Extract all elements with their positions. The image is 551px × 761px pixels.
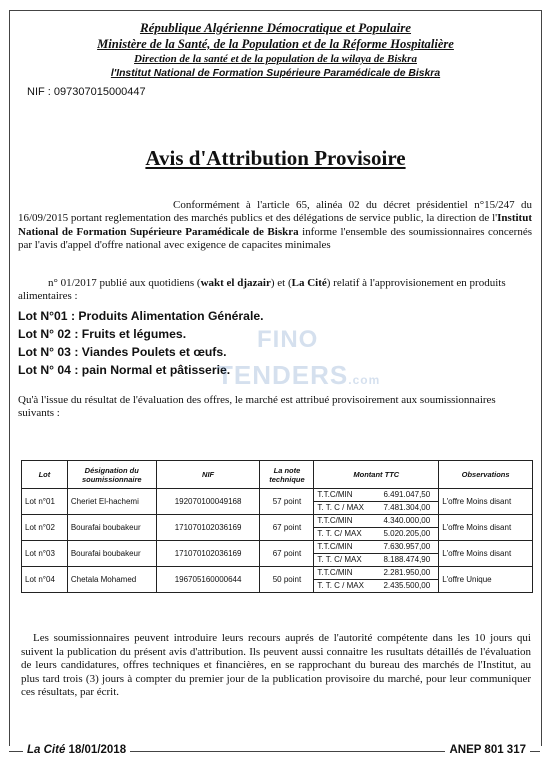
max-label: T. T. C/ MAX	[317, 555, 362, 564]
header-ministry: Ministère de la Santé, de la Population et de la Réforme Hospitalière	[97, 37, 454, 51]
cell-observation: L'offre Moins disant	[439, 515, 533, 541]
cell-note: 57 point	[260, 489, 314, 515]
min-label: T.T.C/MIN	[317, 490, 353, 499]
publication-text-c: ) relatif à l'approvisionement en produits alimentaires :	[18, 277, 506, 303]
table-row	[22, 515, 533, 541]
header-direction: Direction de la santé et de la population de la wilaya de Biskra	[134, 53, 417, 65]
max-label: T. T. C/ MAX	[317, 529, 362, 538]
max-value: 2.435.500,00	[383, 581, 431, 590]
cell-montant	[314, 541, 439, 567]
col-header-lot: Lot	[22, 461, 68, 489]
table-row	[22, 489, 533, 515]
cell-name: Bourafai boubakeur	[67, 541, 156, 567]
max-value: 8.188.474,90	[383, 555, 431, 564]
result-intro: Qu'à l'issue du résultat de l'évaluation des offres, le marché est attribué provisoirement aux soumissionnaires suivants :	[18, 394, 496, 420]
header-institute: l'Institut National de Formation Supérieure Paramédicale de Biskra	[110, 68, 441, 79]
cell-nif: 196705160000644	[156, 567, 260, 593]
cell-lot: Lot n°02	[22, 515, 68, 541]
intro-text-b: informe l'ensemble des soumissionnaires concernés par l'avis d'appel d'offre national avec exigence de capacites minimales	[18, 225, 533, 252]
cell-note: 67 point	[260, 541, 314, 567]
cell-name: Bourafai boubakeur	[67, 515, 156, 541]
footer	[9, 745, 540, 757]
min-label: T.T.C/MIN	[317, 568, 353, 577]
closing-paragraph	[21, 632, 531, 700]
lots-list	[18, 307, 518, 379]
col-header-montant: Montant TTC	[314, 461, 439, 489]
min-value: 2.281.950,00	[383, 568, 431, 577]
col-header-designation: Désignation du soumissionnaire	[67, 461, 156, 489]
closing-text: Les soumissionnaires peuvent introduire leurs recours auprés de l'autorité compétente dans les 10 jours qui suivent la publication du présent avis d'attribution. Ils peuvent aussi connaitre les rusultats détaillés de l'évaluation de leurs candidatures, offres techniques et financières, en se rapprochant du bureau des marchés de l'Institut, au plus tard trois (3) jours à compter du premier jour de la publication provisoire du marché, pour leur communiquer ces résultats, par écrit.	[21, 632, 531, 699]
cell-montant	[314, 515, 439, 541]
publication-paper-2: La Cité	[291, 277, 327, 289]
header-nif: NIF : 097307015000447	[27, 86, 146, 98]
lot-item: Lot N° 03 : Viandes Poulets et œufs.	[18, 345, 227, 359]
publication-paragraph	[18, 277, 532, 304]
footer-date: 18/01/2018	[68, 744, 127, 756]
intro-paragraph	[18, 199, 532, 253]
cell-lot: Lot n°04	[22, 567, 68, 593]
cell-nif: 171070102036169	[156, 541, 260, 567]
lot-item: Lot N° 02 : Fruits et légumes.	[18, 327, 187, 341]
col-header-nif: NIF	[156, 461, 260, 489]
footer-publication	[23, 744, 130, 756]
footer-anep-ref: ANEP 801 317	[445, 744, 530, 756]
publication-text-b: ) et (	[270, 277, 292, 289]
page-title: Avis d'Attribution Provisoire	[145, 146, 406, 170]
table-row	[22, 541, 533, 567]
col-header-note: La note technique	[260, 461, 314, 489]
cell-lot: Lot n°01	[22, 489, 68, 515]
cell-lot: Lot n°03	[22, 541, 68, 567]
lot-item: Lot N° 04 : pain Normal et pâtisserie.	[18, 363, 231, 377]
min-label: T.T.C/MIN	[317, 542, 353, 551]
footer-paper: La Cité	[27, 744, 66, 756]
cell-note: 67 point	[260, 515, 314, 541]
cell-nif: 192070100049168	[156, 489, 260, 515]
header-republic: République Algérienne Démocratique et Populaire	[139, 20, 412, 35]
cell-observation: L'offre Moins disant	[439, 541, 533, 567]
cell-note: 50 point	[260, 567, 314, 593]
min-value: 6.491.047,50	[383, 490, 431, 499]
min-value: 4.340.000,00	[383, 516, 431, 525]
max-label: T. T. C / MAX	[317, 503, 364, 512]
cell-name: Cheriet El-hachemi	[67, 489, 156, 515]
watermark-suffix: .com	[348, 373, 381, 387]
table-header-row	[22, 461, 533, 489]
max-value: 7.481.304,00	[383, 503, 431, 512]
min-label: T.T.C/MIN	[317, 516, 353, 525]
cell-observation: L'offre Unique	[439, 567, 533, 593]
cell-montant	[314, 567, 439, 593]
cell-name: Chetala Mohamed	[67, 567, 156, 593]
publication-paper-1: wakt el djazair	[200, 277, 271, 289]
max-value: 5.020.205,00	[383, 529, 431, 538]
intro-institute-name: Institut National de Formation Supérieure Paramédicale de Biskra	[18, 212, 532, 238]
cell-nif: 171070102036169	[156, 515, 260, 541]
col-header-observations: Observations	[439, 461, 533, 489]
publication-text-a: n° 01/2017 publié aux quotidiens (	[48, 277, 201, 289]
table-row	[22, 567, 533, 593]
cell-observation: L'offre Moins disant	[439, 489, 533, 515]
max-label: T. T. C / MAX	[317, 581, 364, 590]
watermark-line-1: FINO	[257, 326, 319, 353]
lot-item: Lot N°01 : Produits Alimentation Générale.	[18, 309, 264, 323]
min-value: 7.630.957,00	[383, 542, 431, 551]
intro-text-a: Conformément à l'article 65, alinéa 02 du décret présidentiel n°15/247 du 16/09/2015 portant reglementation des marchés publics et des délégations de service public, la direction de l'	[18, 199, 532, 225]
watermark-word: TENDERS	[217, 360, 349, 390]
results-table	[21, 460, 533, 593]
cell-montant	[314, 489, 439, 515]
